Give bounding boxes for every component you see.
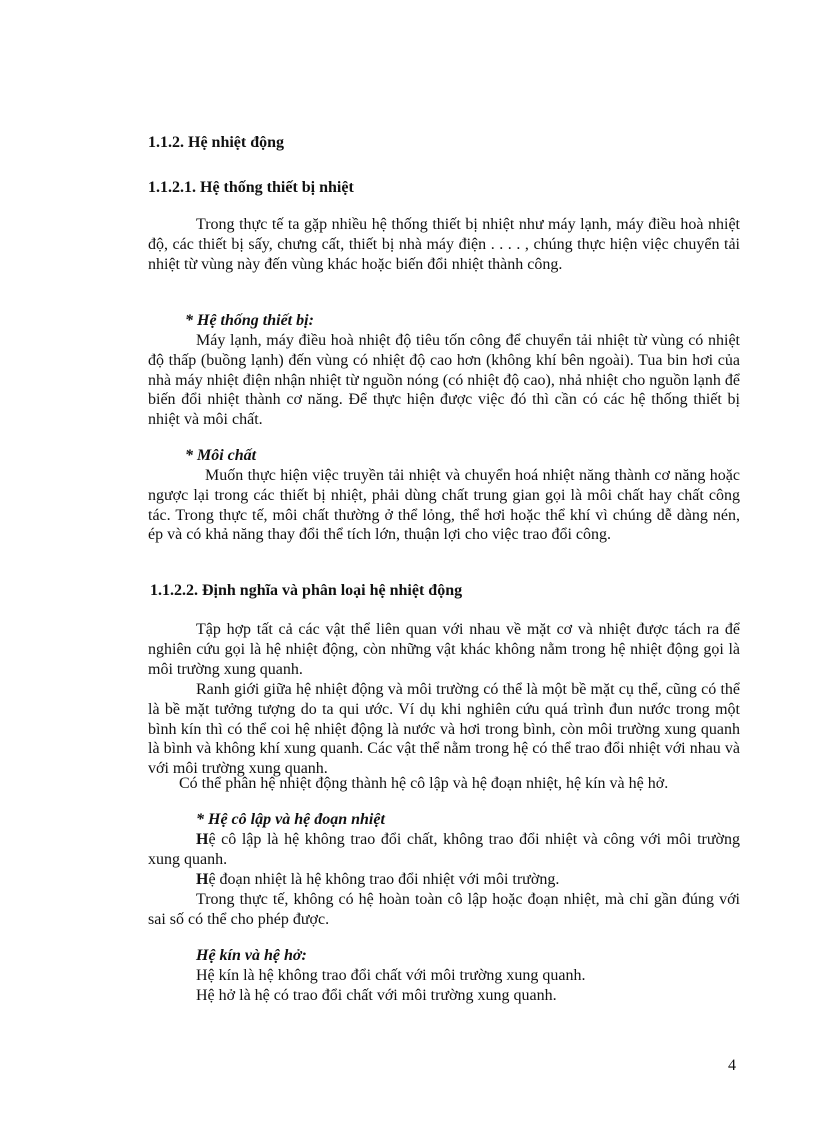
paragraph-closed-system: Hệ kín là hệ không trao đổi chất với môi trường xung quanh.: [196, 967, 586, 984]
subheading-isolated-adiabatic: * Hệ cô lập và hệ đoạn nhiệt: [196, 811, 385, 828]
paragraph-equipment: Máy lạnh, máy điều hoà nhiệt độ tiêu tốn công để chuyển tải nhiệt từ vùng có nhiệt độ thấp (buồng lạnh) đến vùng có nhiệt độ cao hơn (không khí bên ngoài). Tua bin hơi của nhà máy nhiệt điện nhận nhiệt từ nguồn nóng (có nhiệt độ cao), nhả nhiệt cho nguồn lạnh để biến đổi nhiệt thành cơ năng. Để thực hiện được việc đó thì cần có các hệ thống thiết bị nhiệt và môi chất.: [148, 332, 740, 429]
isolated-lead-letter: H: [196, 831, 209, 848]
section-heading-1-1-2-2: 1.1.2.2. Định nghĩa và phân loại hệ nhiệt động: [150, 582, 463, 599]
adiabatic-text: ệ đoạn nhiệt là hệ không trao đổi nhiệt với môi trường.: [208, 871, 560, 888]
paragraph-isolated-system: [148, 830, 740, 870]
isolated-text: ệ cô lập là hệ không trao đổi chất, không trao đổi nhiệt và công với môi trường xung quanh.: [148, 831, 740, 868]
section-heading-1-1-2-1: 1.1.2.1. Hệ thống thiết bị nhiệt: [148, 179, 354, 196]
paragraph-adiabatic-system: [196, 870, 559, 890]
paragraph-classification: Có thể phân hệ nhiệt động thành hệ cô lập và hệ đoạn nhiệt, hệ kín và hệ hở.: [179, 775, 669, 792]
subheading-equipment: * Hệ thống thiết bị:: [185, 312, 314, 329]
page-number: 4: [728, 1057, 736, 1074]
subheading-closed-open: Hệ kín và hệ hở:: [196, 947, 307, 964]
paragraph-working-medium: Muốn thực hiện việc truyền tải nhiệt và chuyển hoá nhiệt năng thành cơ năng hoặc ngược lại trong các thiết bị nhiệt, phải dùng chất trung gian gọi là môi chất hay chất công tác. Trong thực tế, môi chất thường ở thể lỏng, thể hơi hoặc thể khí vì chúng dễ dàng nén, ép và có khả năng thay đổi thể tích lớn, thuận lợi cho việc trao đổi công.: [148, 467, 740, 544]
document-page: [148, 0, 740, 1123]
paragraph-boundary: Ranh giới giữa hệ nhiệt động và môi trường có thể là một bề mặt cụ thể, cũng có thể là bề mặt tưởng tượng do ta qui ước. Ví dụ khi nghiên cứu quá trình đun nước trong một bình kín thì có thể coi hệ nhiệt động là nước và hơi trong bình, còn môi trường xung quanh là bình và không khí xung quanh. Các vật thể nằm trong hệ có thể trao đổi nhiệt với nhau và với môi trường xung quanh.: [148, 681, 740, 778]
paragraph-thermal-systems-intro: Trong thực tế ta gặp nhiều hệ thống thiết bị nhiệt như máy lạnh, máy điều hoà nhiệt độ, các thiết bị sấy, chưng cất, thiết bị nhà máy điện . . . . , chúng thực hiện việc chuyển tải nhiệt từ vùng này đến vùng khác hoặc biến đổi nhiệt thành công.: [148, 216, 740, 273]
paragraph-definition: Tập hợp tất cả các vật thể liên quan với nhau về mặt cơ và nhiệt được tách ra để nghiên cứu gọi là hệ nhiệt động, còn những vật khác không nằm trong hệ nhiệt động gọi là môi trường xung quanh.: [148, 621, 740, 678]
subheading-working-medium: * Môi chất: [185, 447, 257, 464]
paragraph-practice: Trong thực tế, không có hệ hoàn toàn cô lập hoặc đoạn nhiệt, mà chỉ gần đúng với sai số có thể cho phép được.: [148, 891, 740, 928]
section-heading-1-1-2: 1.1.2. Hệ nhiệt động: [148, 134, 285, 151]
adiabatic-lead-letter: H: [196, 871, 209, 888]
paragraph-open-system: Hệ hở là hệ có trao đổi chất với môi trường xung quanh.: [196, 987, 557, 1004]
